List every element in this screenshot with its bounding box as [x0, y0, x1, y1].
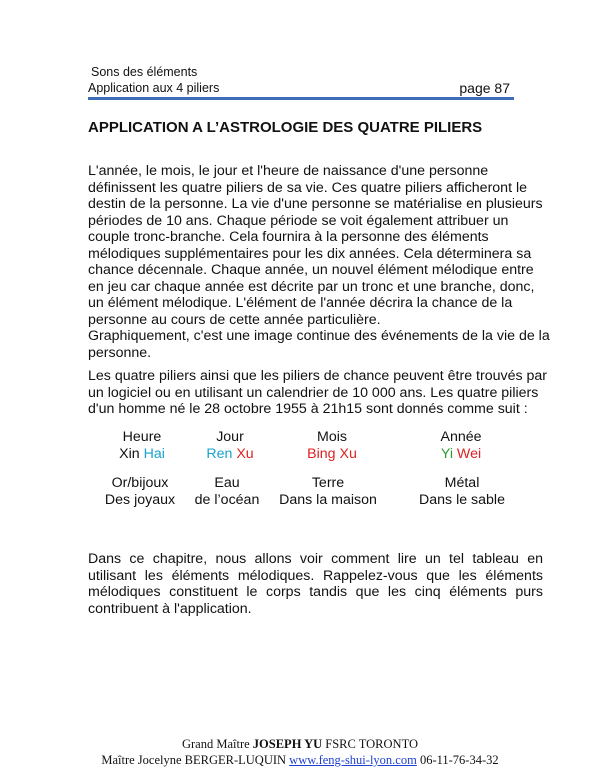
pillar-meaning-hour: Des joyaux [104, 492, 176, 508]
text-line: constituent le corps tandis que les cinq éléments purs contribuent à [88, 584, 543, 617]
page-number: page 87 [459, 80, 510, 96]
pillar-label-day: Jour [216, 429, 244, 445]
pillar-element-year: Métal [444, 475, 480, 491]
branch: Wei [456, 446, 482, 462]
pillar-stem-branch-hour [119, 446, 165, 463]
header-section: Application aux 4 piliers [88, 81, 220, 95]
footer-affiliation: FSRC TORONTO [325, 737, 419, 751]
footer-title: Grand Maître [181, 737, 250, 751]
text-line: Dans ce chapitre, nous allons voir comment lire un tel tableau en utilisant [88, 551, 543, 584]
chapter-paragraph [88, 551, 543, 617]
footer-name: JOSEPH YU [252, 737, 323, 751]
pillar-meaning-day: de l’océan [194, 492, 260, 508]
intro-paragraph [88, 163, 550, 361]
pillar-stem-branch-month [307, 446, 357, 463]
pillar-stem-branch-day [206, 446, 253, 463]
text-line: périodes de 10 ans. Chaque période se voit également attribuer un [88, 212, 509, 229]
text-line: personne au cours de cette année particulière. [88, 311, 381, 328]
stem: Bing [307, 446, 336, 462]
pillar-label-hour: Heure [122, 429, 162, 445]
stem: Xin [119, 446, 140, 462]
footer-line-2 [0, 753, 600, 768]
text-line: Les quatre piliers ainsi que les piliers de chance peuvent être trouvés par [88, 368, 547, 384]
pillar-label-year: Année [440, 429, 482, 445]
footer-line-1 [0, 737, 600, 752]
pillar-stem-branch-year [441, 446, 481, 463]
text-line: définissent les quatre piliers de sa vie. Ces quatre piliers afficheront le [88, 179, 527, 196]
pillar-element-day: Eau [214, 475, 240, 491]
text-line: Graphiquement, c'est une image continue des événements de la vie de la [88, 328, 550, 344]
text-line: les éléments mélodiques. Rappelez-vous que les éléments mélodiques [88, 567, 543, 600]
footer-phone: 06-11-76-34-32 [419, 753, 499, 767]
page-header [88, 64, 514, 96]
website-link[interactable]: www.feng-shui-lyon.com [289, 753, 417, 767]
text-line: chance décennale. Chaque année, un nouvel élément mélodique entre [88, 262, 534, 278]
text-line: un logiciel ou en utilisant un calendrier de 10 000 ans. Les quatre piliers [88, 384, 539, 401]
stem: Yi [440, 446, 453, 462]
section-title: APPLICATION A L’ASTROLOGIE DES QUATRE PILIERS [88, 119, 483, 136]
stem: Ren [206, 446, 233, 462]
header-rule [88, 97, 514, 100]
text-line: couple tronc-branche. Cela fournira à la personne des éléments [88, 229, 489, 245]
pillars-intro-paragraph [88, 368, 547, 418]
pillar-element-month: Terre [311, 475, 345, 491]
text-line: d'un homme né le 28 octobre 1955 à 21h15 sont donnés comme suit : [88, 401, 528, 417]
pillar-label-month: Mois [317, 429, 347, 445]
pillar-meaning-year: Dans le sable [419, 492, 505, 508]
pillar-meaning-month: Dans la maison [279, 492, 377, 508]
text-line: personne. [88, 344, 152, 361]
text-line: en jeu car chaque année est décrite par un tronc et une branche, donc, [88, 278, 535, 295]
branch: Xu [236, 446, 254, 462]
header-chapter: Sons des éléments [91, 65, 198, 79]
text-line: un élément mélodique. L'élément de l'année décrira la chance de la [88, 295, 513, 311]
branch: Hai [143, 446, 165, 462]
text-line: mélodiques supplémentaires pour les dix années. Cela déterminera sa [88, 245, 532, 262]
text-line: destin de la personne. La vie d'une personne se matérialise en plusieurs [88, 196, 543, 212]
pillar-element-hour: Or/bijoux [111, 475, 169, 491]
branch: Xu [339, 446, 357, 462]
footer-author: Maître Jocelyne BERGER-LUQUIN [101, 753, 287, 767]
text-line: l'application. [173, 600, 252, 617]
text-line: L'année, le mois, le jour et l'heure de naissance d'une personne [88, 163, 489, 179]
